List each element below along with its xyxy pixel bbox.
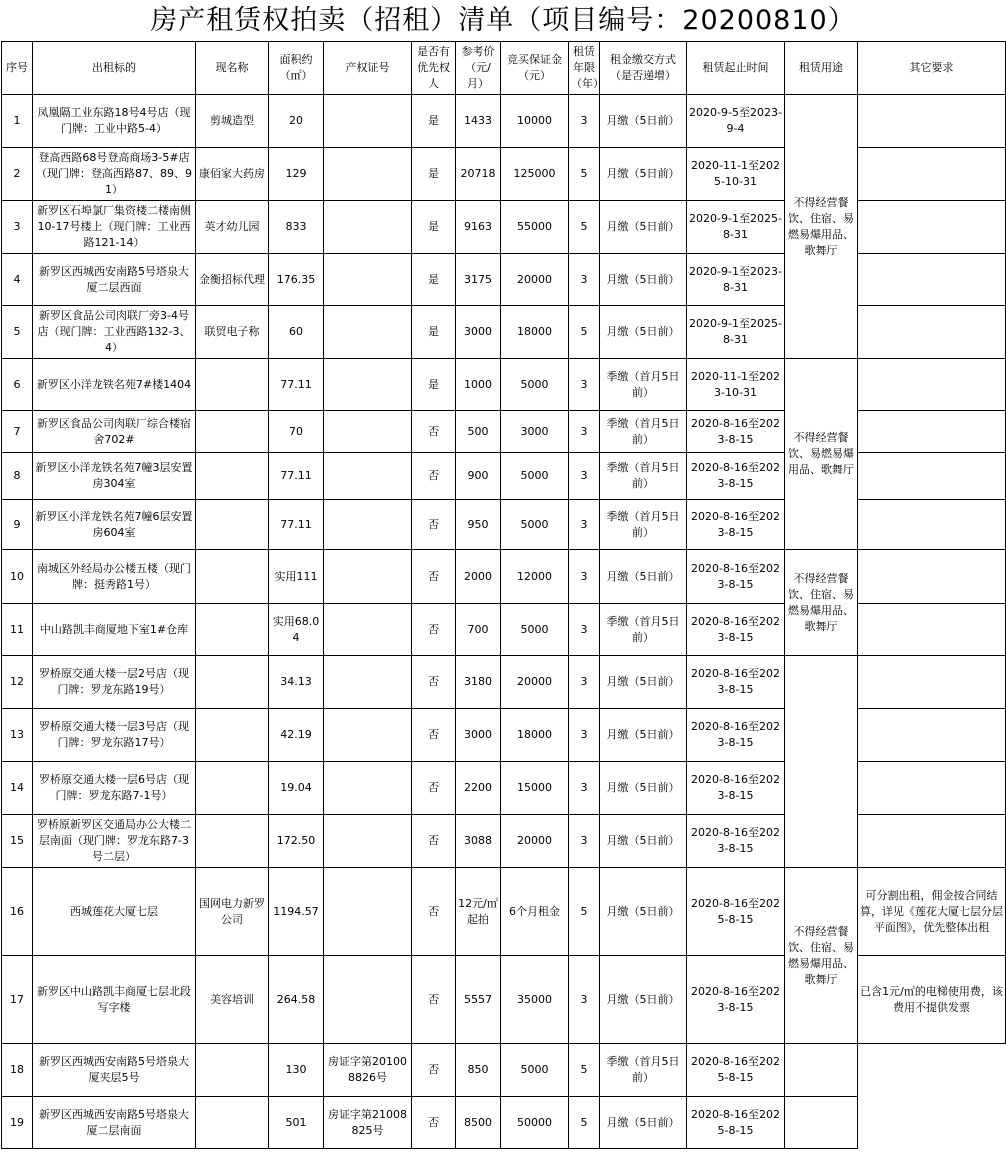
payment-method-cell: 月缴（5日前） [600,709,687,762]
priority-holder-cell: 否 [412,604,456,656]
row-number-cell: 8 [2,453,33,500]
payment-method-cell: 月缴（5日前） [600,254,687,306]
property-cert-cell: 房证字第201008826号 [324,1044,412,1097]
reference-price-cell: 700 [456,604,501,656]
area-cell: 实用68.04 [269,604,324,656]
priority-holder-cell: 否 [412,709,456,762]
area-cell: 130 [269,1044,324,1097]
priority-holder-cell: 否 [412,956,456,1044]
deposit-cell: 5000 [501,500,569,550]
lease-years-cell: 3 [569,709,600,762]
deposit-cell: 50000 [501,1097,569,1149]
lease-years-cell: 3 [569,453,600,500]
payment-method-cell: 季缴（首月5日前） [600,1044,687,1097]
property-cert-cell [324,709,412,762]
property-cert-cell [324,359,412,411]
rental-target-cell: 中山路凯丰商厦地下室1#仓库 [33,604,196,656]
property-cert-cell: 房证字第21008825号 [324,1097,412,1149]
area-cell: 70 [269,411,324,453]
area-cell: 129 [269,148,324,201]
row-number-cell: 19 [2,1097,33,1149]
rental-target-cell: 新罗区食品公司肉联厂综合楼宿舍702# [33,411,196,453]
rental-target-cell: 罗桥原新罗区交通局办公大楼二层南面（现门牌：罗龙东路7-3号二层） [33,815,196,868]
header-cell: 其它要求 [858,42,1006,95]
payment-method-cell: 月缴（5日前） [600,868,687,956]
rental-target-cell: 新罗区西城西安南路5号塔泉大厦夹层5号 [33,1044,196,1097]
current-name-cell [196,709,269,762]
current-name-cell [196,815,269,868]
deposit-cell: 10000 [501,95,569,148]
deposit-cell: 20000 [501,254,569,306]
lease-years-cell: 5 [569,201,600,254]
header-cell: 租赁起止时间 [687,42,785,95]
lease-years-cell: 5 [569,1097,600,1149]
other-requirements-cell [858,604,1006,656]
lease-usage-cell: 不得经营餐饮、住宿、易燃易爆用品、歌舞厅 [785,550,858,656]
rental-target-cell: 罗桥原交通大楼一层3号店（现门牌：罗龙东路17号） [33,709,196,762]
deposit-cell: 12000 [501,550,569,604]
reference-price-cell: 500 [456,411,501,453]
other-requirements-cell [858,254,1006,306]
lease-period-cell: 2020-9-5至2023-9-4 [687,95,785,148]
reference-price-cell: 12元/㎡起拍 [456,868,501,956]
row-number-cell: 5 [2,306,33,359]
lease-years-cell: 3 [569,656,600,709]
current-name-cell [196,453,269,500]
row-number-cell: 17 [2,956,33,1044]
header-cell: 租赁用途 [785,42,858,95]
payment-method-cell: 月缴（5日前） [600,1097,687,1149]
reference-price-cell: 900 [456,453,501,500]
payment-method-cell: 季缴（首月5日前） [600,604,687,656]
row-number-cell: 15 [2,815,33,868]
property-cert-cell [324,254,412,306]
lease-usage-cell: 不得经营餐饮、住宿、易燃易爆用品、歌舞厅 [785,868,858,1044]
lease-years-cell: 5 [569,148,600,201]
rental-target-cell: 西城莲花大厦七层 [33,868,196,956]
other-requirements-cell [785,1097,858,1149]
property-cert-cell [324,604,412,656]
lease-years-cell: 3 [569,550,600,604]
current-name-cell: 剪城造型 [196,95,269,148]
lease-period-cell: 2020-8-16至2025-8-15 [687,868,785,956]
lease-years-cell: 5 [569,1044,600,1097]
lease-years-cell: 3 [569,815,600,868]
lease-years-cell: 5 [569,306,600,359]
lease-period-cell: 2020-11-1至2023-10-31 [687,359,785,411]
lease-period-cell: 2020-8-16至2023-8-15 [687,550,785,604]
page-title: 房产租赁权拍卖（招租）清单（项目编号：20200810） [150,5,856,36]
row-number-cell: 12 [2,656,33,709]
lease-period-cell: 2020-8-16至2023-8-15 [687,453,785,500]
row-number-cell: 3 [2,201,33,254]
priority-holder-cell: 否 [412,815,456,868]
table-row [2,656,1006,709]
other-requirements-cell [858,95,1006,148]
header-cell: 面积约（㎡） [269,42,324,95]
row-number-cell: 6 [2,359,33,411]
payment-method-cell: 月缴（5日前） [600,95,687,148]
property-cert-cell [324,95,412,148]
deposit-cell: 5000 [501,604,569,656]
lease-period-cell: 2020-11-1至2025-10-31 [687,148,785,201]
header-cell: 产权证号 [324,42,412,95]
deposit-cell: 20000 [501,656,569,709]
lease-period-cell: 2020-9-1至2025-8-31 [687,201,785,254]
lease-period-cell: 2020-8-16至2023-8-15 [687,956,785,1044]
lease-years-cell: 3 [569,254,600,306]
payment-method-cell: 月缴（5日前） [600,656,687,709]
other-requirements-cell [858,815,1006,868]
reference-price-cell: 3000 [456,709,501,762]
lease-usage-cell [785,656,858,868]
lease-period-cell: 2020-8-16至2023-8-15 [687,762,785,815]
table-row [2,95,1006,148]
reference-price-cell: 8500 [456,1097,501,1149]
current-name-cell [196,500,269,550]
lease-period-cell: 2020-8-16至2025-8-15 [687,1097,785,1149]
priority-holder-cell: 否 [412,656,456,709]
header-cell: 竞买保证金（元） [501,42,569,95]
deposit-cell: 5000 [501,359,569,411]
payment-method-cell: 月缴（5日前） [600,956,687,1044]
lease-years-cell: 3 [569,359,600,411]
rental-target-cell: 新罗区中山路凯丰商厦七层北段写字楼 [33,956,196,1044]
area-cell: 833 [269,201,324,254]
payment-method-cell: 月缴（5日前） [600,306,687,359]
current-name-cell [196,762,269,815]
deposit-cell: 18000 [501,306,569,359]
property-cert-cell [324,453,412,500]
payment-method-cell: 季缴（首月5日前） [600,359,687,411]
rental-target-cell: 新罗区小洋龙铁名苑7幢3层安置房304室 [33,453,196,500]
header-cell: 是否有优先权人 [412,42,456,95]
rental-target-cell: 新罗区小洋龙铁名苑7#楼1404 [33,359,196,411]
payment-method-cell: 月缴（5日前） [600,550,687,604]
area-cell: 77.11 [269,453,324,500]
other-requirements-cell [785,1044,858,1097]
area-cell: 264.58 [269,956,324,1044]
header-row [2,42,1006,95]
rental-target-cell: 新罗区西城西安南路5号塔泉大厦二层南面 [33,1097,196,1149]
priority-holder-cell: 否 [412,762,456,815]
table-row [2,1044,1006,1097]
lease-years-cell: 3 [569,762,600,815]
current-name-cell: 金衡招标代理 [196,254,269,306]
row-number-cell: 11 [2,604,33,656]
current-name-cell: 联贸电子称 [196,306,269,359]
rental-target-cell: 新罗区食品公司肉联厂旁3-4号店（现门牌：工业西路132-3、4） [33,306,196,359]
property-cert-cell [324,656,412,709]
lease-usage-cell: 不得经营餐饮、易燃易爆用品、歌舞厅 [785,359,858,550]
deposit-cell: 6个月租金 [501,868,569,956]
table-row [2,359,1006,411]
rental-target-cell: 罗桥原交通大楼一层6号店（现门牌：罗龙东路7-1号） [33,762,196,815]
lease-period-cell: 2020-8-16至2023-8-15 [687,815,785,868]
current-name-cell [196,656,269,709]
rental-target-cell: 新罗区小洋龙铁名苑7幢6层安置房604室 [33,500,196,550]
property-cert-cell [324,815,412,868]
priority-holder-cell: 是 [412,359,456,411]
current-name-cell [196,550,269,604]
reference-price-cell: 3175 [456,254,501,306]
area-cell: 42.19 [269,709,324,762]
other-requirements-cell [858,359,1006,411]
deposit-cell: 20000 [501,815,569,868]
lease-period-cell: 2020-8-16至2025-8-15 [687,1044,785,1097]
reference-price-cell: 3180 [456,656,501,709]
rental-target-cell: 罗桥原交通大楼一层2号店（现门牌：罗龙东路19号） [33,656,196,709]
payment-method-cell: 月缴（5日前） [600,201,687,254]
header-cell: 参考价（元/月） [456,42,501,95]
current-name-cell: 康佰家大药房 [196,148,269,201]
other-requirements-cell [858,550,1006,604]
lease-years-cell: 3 [569,956,600,1044]
row-number-cell: 18 [2,1044,33,1097]
priority-holder-cell: 否 [412,868,456,956]
lease-years-cell: 3 [569,95,600,148]
current-name-cell [196,604,269,656]
priority-holder-cell: 是 [412,254,456,306]
priority-holder-cell: 否 [412,411,456,453]
area-cell: 501 [269,1097,324,1149]
current-name-cell: 国网电力新罗公司 [196,868,269,956]
reference-price-cell: 950 [456,500,501,550]
area-cell: 77.11 [269,359,324,411]
deposit-cell: 3000 [501,411,569,453]
lease-usage-cell: 不得经营餐饮、住宿、易燃易爆用品、歌舞厅 [785,95,858,359]
row-number-cell: 7 [2,411,33,453]
payment-method-cell: 季缴（首月5日前） [600,411,687,453]
reference-price-cell: 20718 [456,148,501,201]
lease-period-cell: 2020-9-1至2025-8-31 [687,306,785,359]
row-number-cell: 10 [2,550,33,604]
current-name-cell [196,1097,269,1149]
deposit-cell: 18000 [501,709,569,762]
row-number-cell: 14 [2,762,33,815]
deposit-cell: 5000 [501,453,569,500]
other-requirements-cell [858,762,1006,815]
area-cell: 20 [269,95,324,148]
reference-price-cell: 2200 [456,762,501,815]
lease-period-cell: 2020-9-1至2023-8-31 [687,254,785,306]
rental-target-cell: 南城区外经局办公楼五楼（现门牌：挺秀路1号） [33,550,196,604]
row-number-cell: 16 [2,868,33,956]
table-row [2,550,1006,604]
property-cert-cell [324,201,412,254]
property-cert-cell [324,306,412,359]
priority-holder-cell: 是 [412,95,456,148]
lease-years-cell: 3 [569,411,600,453]
lease-period-cell: 2020-8-16至2023-8-15 [687,500,785,550]
lease-years-cell: 3 [569,500,600,550]
rental-target-cell: 新罗区西城西安南路5号塔泉大厦二层西面 [33,254,196,306]
current-name-cell [196,1044,269,1097]
other-requirements-cell: 可分割出租，佣金按合同结算，详见《莲花大厦七层分层平面图》，优先整体出租 [858,868,1006,956]
other-requirements-cell [858,411,1006,453]
lease-period-cell: 2020-8-16至2023-8-15 [687,709,785,762]
lease-years-cell: 5 [569,868,600,956]
property-cert-cell [324,550,412,604]
priority-holder-cell: 是 [412,306,456,359]
deposit-cell: 125000 [501,148,569,201]
area-cell: 1194.57 [269,868,324,956]
deposit-cell: 5000 [501,1044,569,1097]
area-cell: 60 [269,306,324,359]
row-number-cell: 4 [2,254,33,306]
area-cell: 19.04 [269,762,324,815]
priority-holder-cell: 否 [412,1044,456,1097]
payment-method-cell: 月缴（5日前） [600,148,687,201]
priority-holder-cell: 否 [412,500,456,550]
row-number-cell: 13 [2,709,33,762]
current-name-cell: 英才幼儿园 [196,201,269,254]
table-row [2,1097,1006,1149]
row-number-cell: 2 [2,148,33,201]
table-row [2,868,1006,956]
other-requirements-cell [858,306,1006,359]
deposit-cell: 15000 [501,762,569,815]
payment-method-cell: 季缴（首月5日前） [600,453,687,500]
other-requirements-cell [858,148,1006,201]
property-cert-cell [324,500,412,550]
priority-holder-cell: 否 [412,453,456,500]
other-requirements-cell [858,500,1006,550]
reference-price-cell: 3088 [456,815,501,868]
row-number-cell: 9 [2,500,33,550]
reference-price-cell: 9163 [456,201,501,254]
area-cell: 77.11 [269,500,324,550]
property-cert-cell [324,411,412,453]
rental-target-cell: 凤凰隔工业东路18号4号店（现门牌：工业中路5-4） [33,95,196,148]
reference-price-cell: 5557 [456,956,501,1044]
payment-method-cell: 月缴（5日前） [600,815,687,868]
rental-target-cell: 新罗区石埠氯厂集资楼二楼南侧10-17号楼上（现门牌：工业西路121-14） [33,201,196,254]
lease-period-cell: 2020-8-16至2023-8-15 [687,604,785,656]
header-cell: 出租标的 [33,42,196,95]
current-name-cell [196,411,269,453]
property-cert-cell [324,956,412,1044]
reference-price-cell: 1433 [456,95,501,148]
property-cert-cell [324,148,412,201]
header-cell: 现名称 [196,42,269,95]
lease-period-cell: 2020-8-16至2023-8-15 [687,411,785,453]
priority-holder-cell: 否 [412,1097,456,1149]
header-cell: 租金缴交方式（是否递增） [600,42,687,95]
area-cell: 176.35 [269,254,324,306]
lease-table [1,41,1006,1149]
payment-method-cell: 季缴（首月5日前） [600,500,687,550]
header-cell: 租赁年限（年） [569,42,600,95]
reference-price-cell: 2000 [456,550,501,604]
reference-price-cell: 1000 [456,359,501,411]
lease-years-cell: 3 [569,604,600,656]
property-cert-cell [324,868,412,956]
header-cell: 序号 [2,42,33,95]
current-name-cell: 美容培训 [196,956,269,1044]
property-cert-cell [324,762,412,815]
current-name-cell [196,359,269,411]
lease-period-cell: 2020-8-16至2023-8-15 [687,656,785,709]
area-cell: 34.13 [269,656,324,709]
deposit-cell: 55000 [501,201,569,254]
other-requirements-cell [858,201,1006,254]
area-cell: 172.50 [269,815,324,868]
priority-holder-cell: 是 [412,148,456,201]
payment-method-cell: 月缴（5日前） [600,762,687,815]
deposit-cell: 35000 [501,956,569,1044]
reference-price-cell: 3000 [456,306,501,359]
row-number-cell: 1 [2,95,33,148]
other-requirements-cell: 已含1元/㎡的电梯使用费，该费用不提供发票 [858,956,1006,1044]
other-requirements-cell [858,709,1006,762]
other-requirements-cell [858,453,1006,500]
priority-holder-cell: 是 [412,201,456,254]
other-requirements-cell [858,656,1006,709]
priority-holder-cell: 否 [412,550,456,604]
reference-price-cell: 850 [456,1044,501,1097]
area-cell: 实用111 [269,550,324,604]
rental-target-cell: 登高西路68号登高商场3-5#店（现门牌：登高西路87、89、91） [33,148,196,201]
